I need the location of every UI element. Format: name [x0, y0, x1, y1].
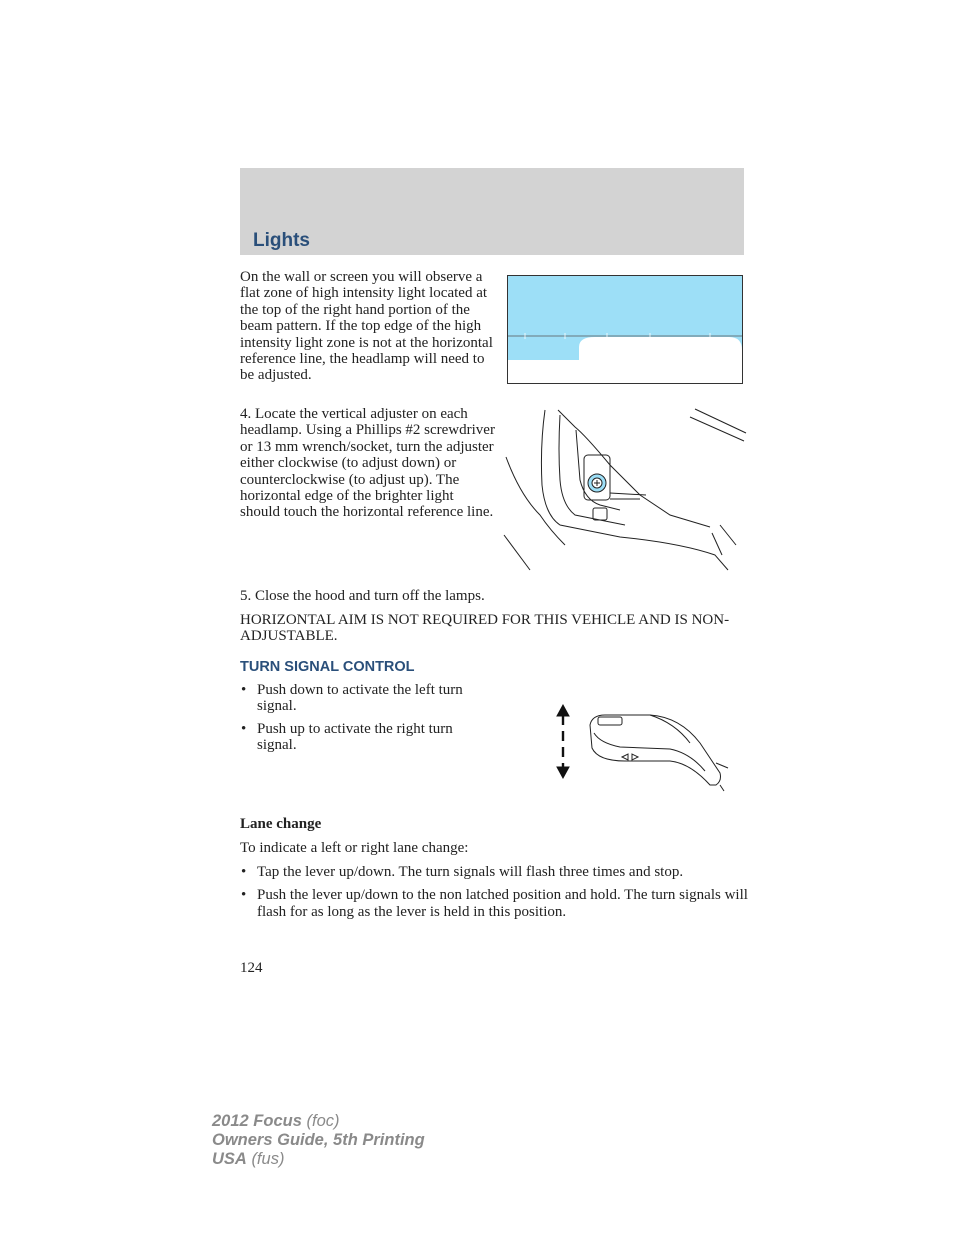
footer — [212, 1112, 425, 1169]
list-item: • Push up to activate the right turn signal. — [240, 721, 495, 754]
footer-market-code: (fus) — [251, 1150, 285, 1168]
section-header-band — [240, 168, 744, 255]
turn-signal-list — [240, 682, 495, 760]
turn-signal-heading: TURN SIGNAL CONTROL — [240, 659, 415, 675]
footer-guide-line — [212, 1131, 425, 1150]
lane-change-list — [240, 864, 752, 926]
footer-guide: Owners Guide, 5th Printing — [212, 1131, 425, 1149]
beam-pattern-illustration — [507, 275, 744, 385]
list-item: • Push down to activate the left turn signal. — [240, 682, 495, 715]
section-title: Lights — [253, 230, 310, 251]
step-5-paragraph: 5. Close the hood and turn off the lamps. — [240, 588, 485, 604]
footer-market-line — [212, 1150, 425, 1169]
footer-model-code: (foc) — [306, 1112, 340, 1130]
footer-model-line — [212, 1112, 425, 1131]
step-4-paragraph: 4. Locate the vertical adjuster on each headlamp. Using a Phillips #2 screwdriver or 13 mm wrench/socket, turn the adjuster either clockwise (to adjust down) or counterclockwise (to adjust up). The horizontal edge of the brighter light should touch the horizontal reference line. — [240, 406, 495, 521]
list-item: • Push the lever up/down to the non latched position and hold. The turn signals will flash for as long as the lever is held in this position. — [240, 887, 752, 920]
turn-signal-lever-illustration — [550, 703, 730, 793]
intro-paragraph: On the wall or screen you will observe a flat zone of high intensity light located at the top of the right hand portion of the beam pattern. If the top edge of the high intensity light zone is not at the horizontal reference line, the headlamp will need to be adjusted. — [240, 269, 493, 384]
lane-change-intro: To indicate a left or right lane change: — [240, 840, 469, 856]
lane-change-heading: Lane change — [240, 816, 322, 832]
horizontal-aim-notice: HORIZONTAL AIM IS NOT REQUIRED FOR THIS VEHICLE AND IS NON-ADJUSTABLE. — [240, 612, 730, 645]
list-item: • Tap the lever up/down. The turn signals will flash three times and stop. — [240, 864, 752, 880]
headlamp-adjuster-illustration — [500, 405, 748, 575]
footer-model: 2012 Focus — [212, 1112, 302, 1130]
page-number: 124 — [240, 960, 263, 976]
footer-market: USA — [212, 1150, 247, 1168]
